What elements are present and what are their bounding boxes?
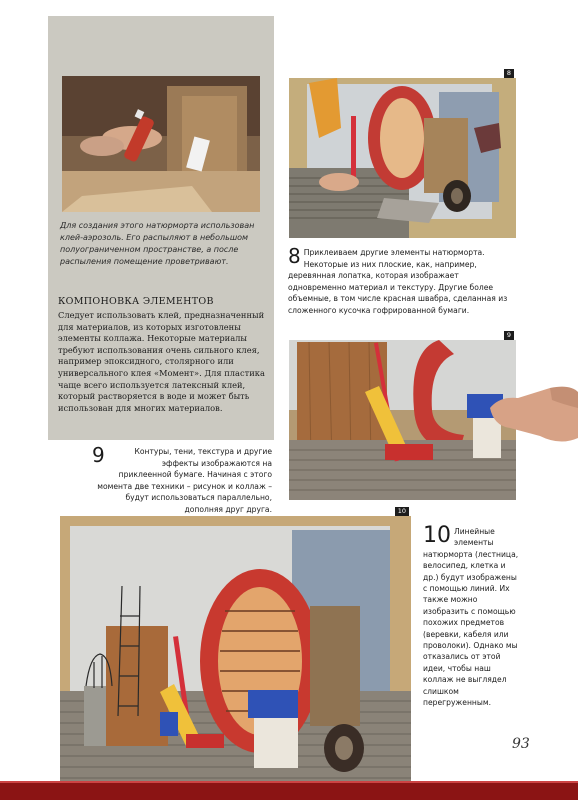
- step-10-number: 10: [423, 523, 451, 548]
- photo-step-9: [289, 331, 516, 500]
- step-10: [423, 523, 521, 709]
- step-9: [92, 443, 272, 515]
- step-8-text: Приклеиваем другие элементы натюрморта. Некоторые из них плоские, как, например, деревянная лопатка, которая изображает одновременно материал и текстуру. Другие более объемные, в том числе красная швабра, сделанная из сложенного кусочка гофрированной бумаги.: [288, 248, 508, 315]
- step-9-text: Контуры, тени, текстура и другие эффекты изображаются на приклеенной бумаге. Начиная с этого момента две техники – рисунок и коллаж – будут использоваться параллельно, дополняя друг друга.: [97, 447, 272, 514]
- section-title: КОМПОНОВКА ЭЛЕМЕНТОВ: [58, 296, 214, 307]
- bottom-bar: [0, 782, 578, 800]
- step-badge: 10: [395, 507, 409, 516]
- photo-caption: Для создания этого натюрморта использован клей-аэрозоль. Его распыляют в небольшом полуограниченном пространстве, а после распыления помещение проветривают.: [60, 221, 255, 266]
- step-badge: 9: [504, 331, 514, 340]
- step-8: [288, 244, 518, 316]
- photo-step-8-illustration: [289, 78, 516, 238]
- photo-step-10: [60, 507, 411, 782]
- step-8-number: 8: [288, 244, 301, 268]
- step-badge: 8: [504, 69, 514, 78]
- step-10-text: Линейные элементы натюрморта (лестница, велосипед, клетка и др.) будут изображены с помощью линий. Их также можно изобразить с помощью похожих предметов (веревки, кабеля или проволоки). Однако мы отказались от этой идеи, чтобы наш коллаж не выглядел слишком перегруженным.: [423, 527, 519, 708]
- photo-spray-glue-illustration: [62, 76, 260, 212]
- photo-spray-glue: [62, 76, 260, 212]
- photo-step-9-illustration: [289, 340, 516, 500]
- photo-step-10-illustration: [60, 516, 411, 782]
- section-body: Следует использовать клей, предназначенный для материалов, из которых изготовлены элементы коллажа. Некоторые материалы требуют использования очень сильного клея, например эпоксидного, столярного или универсального клея «Момент». Для пластика чаще всего используется латексный клей, который растворяется в воде и может быть использован для многих материалов.: [58, 310, 265, 413]
- bottom-bar-line: [0, 781, 578, 783]
- photo-step-8: [289, 69, 516, 238]
- page-number: 93: [512, 736, 530, 752]
- step-9-number: 9: [92, 443, 105, 467]
- hand-image: [490, 378, 578, 448]
